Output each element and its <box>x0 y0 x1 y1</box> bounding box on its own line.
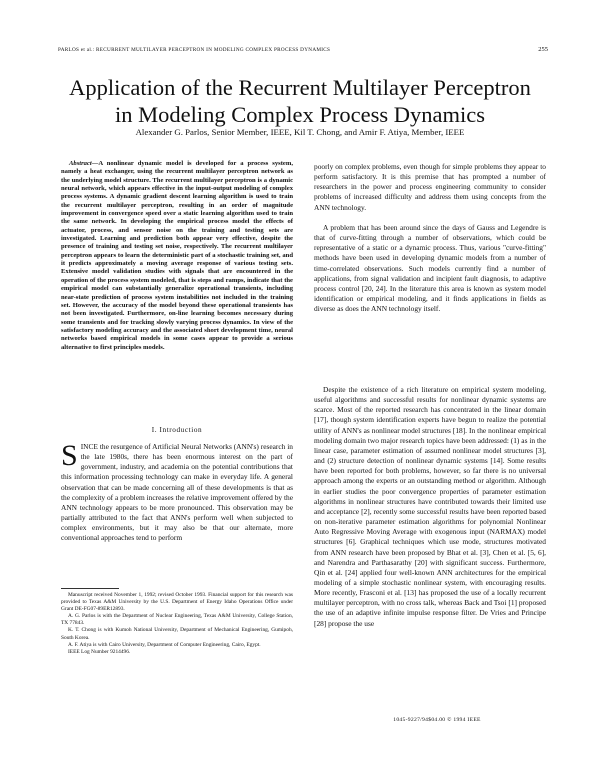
page-number: 255 <box>538 46 548 53</box>
intro-text: INCE the resurgence of Artificial Neural Networks (ANN's) research in the late 1980s, there has been enormous interest on the part of government, industry, and academia on the potential contributions that this information processing technology can make in everyday life. A general observation that can be made concerning all of these developments is that as the complexity of a problem increases the relative improvement offered by the ANN technology appears to be more pronounced. This observation may be partially attributed to the fact that ANN's perform well when subjected to complex environments, but it may also be that our alternate, more conventional approaches tend to perform <box>61 442 293 543</box>
footnote-manuscript: Manuscript received November 1, 1992; revised October 1993. Financial support for this research was provided to Texas A&M University by the U.S. Department of Energy Idaho Operations Office under Grant DE-FG07-89ER12893. <box>61 592 293 613</box>
abstract <box>61 160 293 400</box>
abstract-label: Abstract— <box>69 160 99 167</box>
footnotes <box>61 592 293 656</box>
body-paragraph: Despite the existence of a rich literature on empirical system modeling, useful algorithms and successful results for nonlinear dynamic systems are scarce. Most of the reported research has concentrated in the linear domain [17], though system identification experts have begun to realize the potential utility of ANN's as nonlinear model structures [18]. In the nonlinear empirical modeling domain two major research topics have been addressed: (1) as in the linear case, parameter estimation of assumed nonlinear model structures [3], and (2) structure detection of nonlinear dynamic systems [14]. Some results have been reported for both problems, however, so far there is no universal approach among the experts or an outstanding method or algorithm. Although in earlier studies the poor convergence properties of parameter estimation algorithms in nonlinear structures have contributed towards their limited use and acceptance [2], recently some successful results have been reported based on non-iterative parameter estimation algorithms for polynomial Nonlinear Auto Regressive Moving Average with exogenous input (NARMAX) model structures [6]. Graphical techniques which use mode, structures motivated from ANN research have been proposed by Bhat et al. [3], Chen et al. [5, 6], and Narendra and Parthasarathy [20] with significant success. Furthermore, Qin et al. [24] applied four well-known ANN architectures for the empirical modeling of a simple stochastic nonlinear system, with encouraging results. More recently, Frasconi et al. [13] has proposed the use of a locally recurrent multilayer perceptron, with no cross talk, whereas Back and Tsoi [1] proposed the use of an adaptive infinite impulse response filter. De Vries and Principe [28] propose the use <box>314 385 546 628</box>
right-column <box>314 162 546 713</box>
footnote-author-3: A. F. Atiya is with Cairo University, Department of Computer Engineering, Cairo, Egypt. <box>68 641 261 648</box>
footnote-log-number: IEEE Log Number 9214496. <box>68 648 131 655</box>
footnote-author-2: K. T. Chong is with Kumoh National University, Department of Mechanical Engineering, Gumipoh, South Korea. <box>61 627 293 641</box>
body-paragraph: poorly on complex problems, even though for simple problems they appear to perform satisfactory. It is this premise that has prompted a number of researchers in the power and process engineering community to consider problems of increased difficulty and address them using concepts from the ANN technology. <box>314 162 546 212</box>
title-line-2: in Modeling Complex Process Dynamics <box>115 102 485 127</box>
intro-paragraph <box>61 442 293 584</box>
body-paragraph: A problem that has been around since the days of Gauss and Legendre is that of curve-fitting through a number of observations, which could be representative of a static or a dynamic process. Thus, various "curve-fitting" methods have been used in developing dynamic models from a number of time-correlated observations. Such models currently find a number of applications, from signal validation and incipient fault diagnosis, to adaptive process control [20, 24]. In the literature this area is known as system model identification or empirical modeling, and it finds applications in fields as diverse as does the ANN technology itself. <box>314 223 546 314</box>
drop-cap: S <box>61 442 78 472</box>
paper-title <box>40 74 560 128</box>
section-heading: I. Introduction <box>151 426 203 434</box>
title-line-1: Application of the Recurrent Multilayer Perceptron <box>69 75 531 100</box>
left-column <box>61 160 293 400</box>
running-head: PARLOS et al.: RECURRENT MULTILAYER PERCEPTRON IN MODELING COMPLEX PROCESS DYNAMICS <box>58 47 331 53</box>
author-line: Alexander G. Parlos, Senior Member, IEEE, Kil T. Chong, and Amir F. Atiya, Member, IEEE <box>135 127 465 137</box>
footnote-rule <box>61 588 119 589</box>
footnote-author-1: A. G. Parlos is with the Department of Nuclear Engineering, Texas A&M University, College Station, TX 77843. <box>61 613 293 627</box>
abstract-text: A nonlinear dynamic model is developed for a process system, namely a heat exchanger, using the recurrent multilayer perceptron network as the underlying model structure. The recurrent multilayer perceptron is a dynamic neural network, which appears effective in the input-output modeling of complex process systems. A dynamic gradient descent learning algorithm is used to train the recurrent multilayer perceptron, resulting in an order of magnitude improvement in convergence speed over a static learning algorithm used to train the same network. In developing the empirical process model the effects of actuator, process, and sensor noise on the training and testing sets are investigated. Learning and prediction both appear very effective, despite the presence of training and testing set noise, respectively. The recurrent multilayer perceptron appears to learn the deterministic part of a stochastic training set, and it predicts approximately a moving average response of various testing sets. Extensive model validation studies with signals that are encountered in the operation of the process system modeled, that is steps and ramps, indicate that the empirical model can substantially generalize operational transients, including near-state prediction of process system instabilities not included in the training set. However, the accuracy of the model beyond these operational transients has not been investigated. Furthermore, on-line learning becomes necessary during some transients and for tracking slowly varying process dynamics. In view of the satisfactory modeling accuracy and the associated short development time, neural networks based empirical models in some cases appear to provide a serious alternative to first principles models. <box>61 160 293 351</box>
copyright-line: 1045-9227/94$04.00 © 1994 IEEE <box>393 717 481 723</box>
